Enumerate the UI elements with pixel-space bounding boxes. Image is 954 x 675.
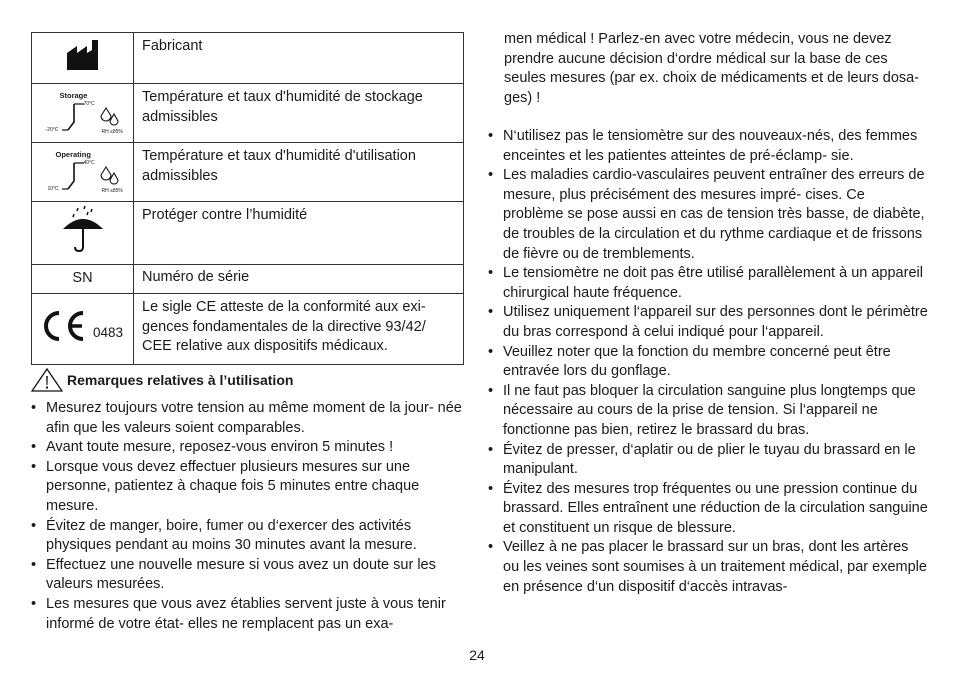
list-item: • Veuillez noter que la fonction du membre concerné peut être entravée lors du gonflage.	[488, 343, 928, 382]
temp-high: 70°C	[83, 101, 95, 107]
ce-mark-icon	[41, 310, 87, 342]
umbrella-icon	[61, 205, 105, 255]
list-item: • Évitez de manger, boire, fumer ou d‘exercer des activités physiques pendant au moins 30 minutes avant la mesure.	[31, 517, 464, 556]
list-item: • Évitez de presser, d‘aplatir ou de plier le tuyau du brassard en le manipulant.	[488, 441, 928, 480]
symbol-cell	[32, 202, 134, 265]
symbol-cell	[32, 294, 134, 365]
symbol-cell	[32, 33, 134, 84]
symbol-description: Numéro de série	[134, 265, 464, 294]
temp-low: -20°C	[45, 127, 59, 133]
instruction-list-left	[31, 399, 464, 634]
instruction-list-right	[488, 127, 928, 597]
table-row	[32, 33, 464, 84]
list-item: • Veillez à ne pas placer le brassard sur un bras, dont les artères ou les veines sont soumises à un traitement médical, par exemple en présence d‘un dispositif d‘accès intravas-	[488, 538, 928, 597]
list-item: • Les mesures que vous avez établies servent juste à vous tenir informé de votre état- elles ne remplacent pas un exa-	[31, 595, 464, 634]
symbol-description: Le sigle CE atteste de la conformité aux exi- gences fondamentales de la directive 93/42/ CEE relative aux dispositifs médicaux.	[134, 294, 464, 365]
page-number: 24	[469, 647, 485, 663]
operating-label: Operating	[55, 150, 91, 159]
serial-number-symbol: SN	[32, 265, 134, 294]
list-item: • Avant toute mesure, reposez-vous environ 5 minutes !	[31, 438, 464, 458]
list-item: • Les maladies cardio-vasculaires peuvent entraîner des erreurs de mesure, plus précisément des mesures impré- cises. Ce problème se pose aussi en cas de tension très basse, de diabète, de troubles de la circulation et du rythme cardiaque et de frissons de fièvre ou de tremblements.	[488, 166, 928, 264]
symbol-description: Température et taux d'humidité de stockage admissibles	[134, 84, 464, 143]
storage-icon	[38, 90, 128, 136]
table-row	[32, 265, 464, 294]
symbol-description: Protéger contre l’humidité	[134, 202, 464, 265]
continuation-paragraph: men médical ! Parlez-en avec votre médecin, vous ne devez prendre aucune décision d‘ordre médical sur la base de ces seules mesures (par ex. choix de médicaments et de leurs dosa- ges) !	[504, 31, 920, 106]
list-item: • Le tensiomètre ne doit pas être utilisé parallèlement à un appareil chirurgical haute fréquence.	[488, 264, 928, 303]
list-item: • Utilisez uniquement l‘appareil sur des personnes dont le périmètre du bras correspond à celui indiqué pour l‘appareil.	[488, 303, 928, 342]
list-item: • Lorsque vous devez effectuer plusieurs mesures sur une personne, patientez à chaque fois 5 minutes entre chaque mesure.	[31, 458, 464, 517]
table-row	[32, 202, 464, 265]
temp-low: 10°C	[47, 186, 59, 192]
humidity-limit: RH ≤85%	[101, 129, 123, 135]
symbol-description: Fabricant	[134, 33, 464, 84]
list-item: • Il ne faut pas bloquer la circulation sanguine plus longtemps que nécessaire au cours de la prise de tension. Si l‘appareil ne fonctionne pas bien, retirez le brassard du bras.	[488, 382, 928, 441]
list-item: • N‘utilisez pas le tensiomètre sur des nouveaux-nés, des femmes enceintes et les patientes atteintes de pré-éclamp- sie.	[488, 127, 928, 166]
temp-high: 40°C	[83, 160, 95, 166]
table-row	[32, 294, 464, 365]
list-item: • Évitez des mesures trop fréquentes ou une pression continue du brassard. Elles entraînent une réduction de la circulation sanguine et constituent un risque de blessure.	[488, 480, 928, 539]
table-row	[32, 143, 464, 202]
symbol-cell	[32, 143, 134, 202]
manufacturer-icon	[63, 38, 103, 72]
notified-body-number: 0483	[93, 325, 124, 340]
list-item: • Effectuez une nouvelle mesure si vous avez un doute sur les valeurs mesurées.	[31, 556, 464, 595]
storage-label: Storage	[59, 91, 88, 100]
operating-icon	[38, 149, 128, 195]
section-title: Remarques relatives à l’utilisation	[67, 372, 294, 388]
list-item: • Mesurez toujours votre tension au même moment de la jour- née afin que les valeurs soient comparables.	[31, 399, 464, 438]
symbols-table	[31, 32, 464, 365]
symbol-description: Température et taux d'humidité d'utilisation admissibles	[134, 143, 464, 202]
humidity-limit: RH ≤85%	[101, 188, 123, 194]
warning-triangle-icon	[31, 368, 63, 392]
table-row	[32, 84, 464, 143]
symbol-cell	[32, 84, 134, 143]
